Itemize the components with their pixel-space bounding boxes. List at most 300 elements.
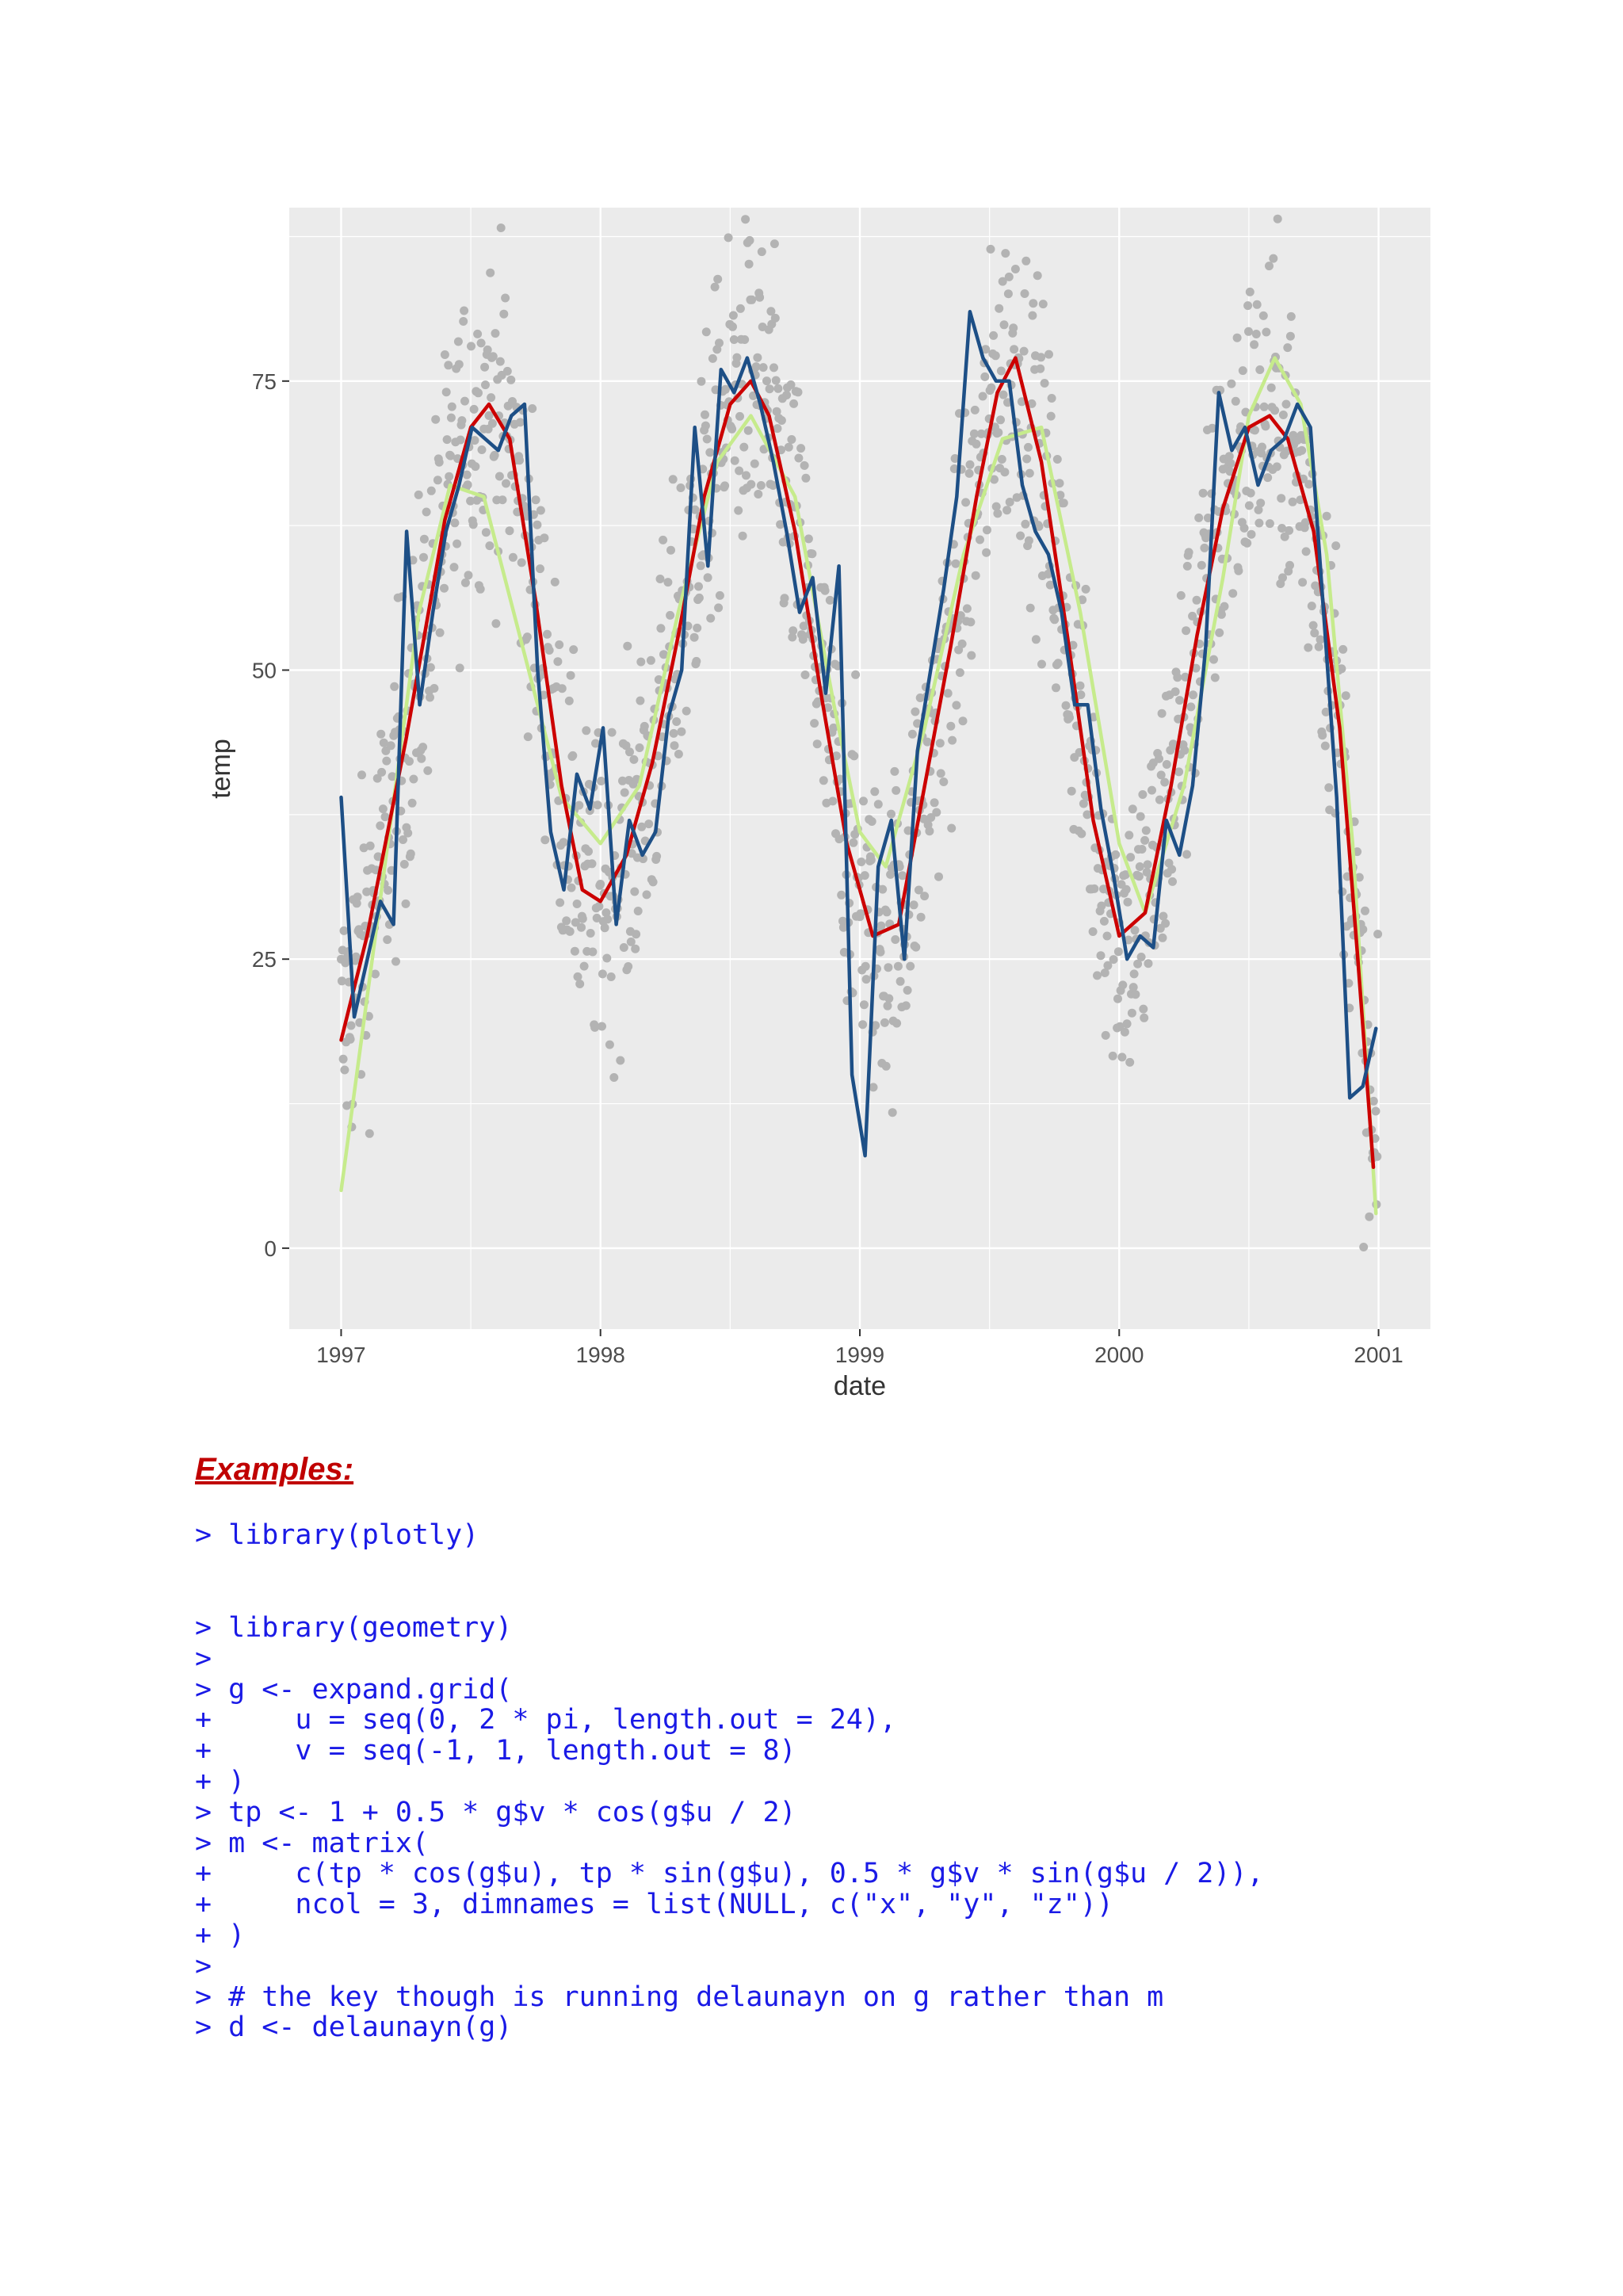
temperature-point xyxy=(1180,746,1189,755)
temperature-point xyxy=(1331,541,1340,550)
temperature-point xyxy=(690,633,699,642)
y-tick-label: 25 xyxy=(251,947,277,972)
temperature-point xyxy=(993,509,1002,518)
x-tick-label: 1999 xyxy=(834,1343,885,1367)
temperature-point xyxy=(747,480,755,489)
temperature-point xyxy=(946,722,955,731)
temperature-point xyxy=(579,915,587,923)
temperature-point xyxy=(936,739,945,747)
temperature-point xyxy=(1155,796,1164,804)
temperature-point xyxy=(705,448,714,457)
temperature-point xyxy=(1323,512,1331,521)
temperature-point xyxy=(884,1002,892,1010)
temperature-point xyxy=(485,541,494,550)
temperature-point xyxy=(414,491,423,499)
temperature-point xyxy=(884,963,892,972)
temperature-point xyxy=(559,838,568,846)
temperature-point xyxy=(471,462,479,471)
temperature-point xyxy=(677,728,685,736)
temperature-point xyxy=(1111,850,1120,859)
temperature-point xyxy=(1048,394,1056,403)
temperature-point xyxy=(1285,526,1293,535)
temperature-point xyxy=(659,536,667,544)
temperature-point xyxy=(799,635,808,644)
temperature-point xyxy=(739,532,747,541)
temperature-point xyxy=(1167,865,1176,873)
temperature-point xyxy=(980,372,989,381)
temperature-point xyxy=(1233,334,1242,342)
temperature-point xyxy=(409,775,418,784)
temperature-point xyxy=(1243,301,1252,310)
temperature-point xyxy=(859,797,868,805)
temperature-point xyxy=(731,457,739,465)
temperature-point xyxy=(431,415,440,424)
temperature-point xyxy=(753,353,762,362)
temperature-point xyxy=(1324,783,1333,792)
temperature-point xyxy=(1001,249,1010,258)
temperature-point xyxy=(1144,860,1152,869)
temperature-point xyxy=(353,892,362,901)
temperature-point xyxy=(762,376,771,385)
temperature-point xyxy=(573,900,582,908)
temperature-point xyxy=(1037,353,1045,361)
temperature-point xyxy=(1163,760,1171,769)
temperature-point xyxy=(640,722,649,731)
temperature-point xyxy=(910,900,918,909)
temperature-point xyxy=(1255,365,1264,374)
temperature-point xyxy=(1199,489,1208,498)
temperature-point xyxy=(1267,384,1276,392)
temperature-point xyxy=(603,915,612,923)
temperature-point xyxy=(1056,479,1064,487)
temperature-point xyxy=(384,886,392,895)
temperature-point xyxy=(382,757,391,766)
temperature-point xyxy=(594,800,602,809)
temperature-point xyxy=(716,591,724,600)
temperature-point xyxy=(876,922,885,930)
temperature-point xyxy=(436,628,445,637)
temperature-point xyxy=(598,1022,606,1031)
temperature-point xyxy=(740,335,749,344)
temperature-point xyxy=(1089,927,1098,936)
temperature-point xyxy=(773,384,782,393)
temperature-point xyxy=(443,435,452,444)
temperature-point xyxy=(1282,400,1291,409)
temperature-point xyxy=(754,490,762,499)
temperature-point xyxy=(801,474,810,483)
temperature-point xyxy=(1140,836,1149,845)
temperature-point xyxy=(1028,311,1037,320)
temperature-point xyxy=(1215,628,1224,637)
temperature-point xyxy=(782,391,791,399)
temperature-point xyxy=(634,907,643,915)
temperature-point xyxy=(387,741,395,750)
temperature-point xyxy=(445,472,453,481)
temperature-point xyxy=(567,671,575,680)
temperature-point xyxy=(704,573,712,582)
temperature-point xyxy=(739,443,748,452)
temperature-point xyxy=(1209,655,1218,664)
temperature-point xyxy=(489,352,498,361)
temperature-point xyxy=(862,975,871,984)
temperature-point xyxy=(1077,830,1086,839)
temperature-point xyxy=(597,777,605,785)
temperature-point xyxy=(1269,254,1277,263)
temperature-point xyxy=(966,617,975,626)
temperature-point xyxy=(1138,790,1147,799)
temperature-point xyxy=(509,553,517,562)
temperature-point xyxy=(1258,443,1266,452)
temperature-point xyxy=(444,361,453,369)
temperature-point xyxy=(1125,831,1133,839)
temperature-point xyxy=(944,689,953,697)
temperature-point xyxy=(608,728,617,737)
temperature-point xyxy=(1321,742,1330,751)
temperature-point xyxy=(643,890,651,899)
temperature-point xyxy=(506,526,514,535)
temperature-point xyxy=(1062,701,1071,710)
temperature-point xyxy=(629,755,638,764)
temperature-point xyxy=(713,275,722,284)
temperature-point xyxy=(880,1018,889,1027)
temperature-point xyxy=(647,656,655,665)
temperature-point xyxy=(868,817,876,826)
temperature-point xyxy=(747,296,756,304)
temperature-point xyxy=(352,953,361,961)
temperature-point xyxy=(426,663,435,672)
x-axis-label: date xyxy=(833,1371,887,1401)
temperature-point xyxy=(1093,971,1102,980)
temperature-point xyxy=(1009,323,1018,332)
temperature-point xyxy=(1342,691,1350,700)
temperature-point xyxy=(1060,499,1068,507)
temperature-point xyxy=(1100,917,1109,926)
temperature-time-series-plot xyxy=(182,190,1450,1419)
temperature-point xyxy=(750,460,759,468)
temperature-point xyxy=(605,1041,614,1049)
temperature-point xyxy=(1234,567,1243,575)
temperature-point xyxy=(435,458,444,467)
temperature-point xyxy=(819,776,828,785)
temperature-point xyxy=(1016,532,1025,541)
temperature-point xyxy=(997,367,1006,376)
temperature-point xyxy=(1274,215,1282,223)
temperature-point xyxy=(906,962,915,971)
temperature-point xyxy=(515,456,524,464)
temperature-point xyxy=(1011,265,1020,273)
temperature-point xyxy=(677,483,685,492)
temperature-point xyxy=(461,579,470,587)
temperature-point xyxy=(403,829,412,838)
temperature-point xyxy=(1022,455,1031,464)
x-axis-ticks xyxy=(316,1329,1403,1367)
temperature-point xyxy=(777,416,786,425)
temperature-point xyxy=(746,236,754,245)
temperature-point xyxy=(669,475,678,483)
temperature-point xyxy=(1010,345,1018,353)
temperature-point xyxy=(536,564,544,573)
temperature-point xyxy=(426,693,434,702)
temperature-point xyxy=(887,810,896,819)
temperature-point xyxy=(1135,872,1144,881)
temperature-point xyxy=(1161,919,1170,928)
temperature-point xyxy=(1039,300,1048,308)
temperature-point xyxy=(1244,327,1253,336)
temperature-point xyxy=(695,594,704,602)
temperature-point xyxy=(1103,932,1112,941)
temperature-point xyxy=(697,377,706,386)
temperature-point xyxy=(1128,804,1137,813)
temperature-point xyxy=(1090,884,1098,893)
temperature-point xyxy=(1054,659,1063,667)
temperature-point xyxy=(1155,755,1163,763)
temperature-point xyxy=(987,384,995,392)
temperature-point xyxy=(456,663,464,672)
temperature-point xyxy=(724,233,733,242)
temperature-point xyxy=(656,624,665,632)
temperature-point xyxy=(1044,350,1053,359)
temperature-point xyxy=(998,455,1006,464)
temperature-point xyxy=(1041,379,1049,388)
temperature-point xyxy=(357,770,366,779)
temperature-point xyxy=(892,1019,901,1028)
temperature-point xyxy=(674,750,683,758)
temperature-point xyxy=(714,603,723,612)
temperature-point xyxy=(1025,469,1034,478)
temperature-point xyxy=(1020,347,1029,356)
temperature-point xyxy=(1032,635,1041,644)
temperature-point xyxy=(594,902,603,911)
temperature-point xyxy=(1128,1009,1136,1018)
temperature-point xyxy=(794,454,803,463)
temperature-point xyxy=(1263,473,1272,482)
temperature-point xyxy=(478,445,487,454)
temperature-point xyxy=(405,757,414,766)
temperature-point xyxy=(989,331,998,340)
temperature-point xyxy=(1372,1107,1381,1116)
temperature-point xyxy=(473,330,482,338)
temperature-point xyxy=(996,415,1005,424)
temperature-point xyxy=(632,930,640,938)
temperature-point xyxy=(346,1035,355,1044)
temperature-point xyxy=(540,835,549,844)
temperature-point xyxy=(616,1056,624,1065)
temperature-point xyxy=(888,1108,897,1117)
temperature-point xyxy=(808,549,816,558)
temperature-point xyxy=(729,311,738,320)
temperature-point xyxy=(711,283,720,292)
temperature-point xyxy=(1006,498,1014,506)
temperature-point xyxy=(976,536,984,544)
temperature-point xyxy=(902,1001,911,1010)
temperature-point xyxy=(347,1022,356,1030)
temperature-point xyxy=(965,469,974,478)
temperature-point xyxy=(715,338,724,347)
temperature-point xyxy=(455,360,464,369)
temperature-point xyxy=(555,640,563,649)
temperature-point xyxy=(566,927,575,936)
temperature-point xyxy=(1302,547,1311,556)
temperature-point xyxy=(706,614,715,623)
temperature-point xyxy=(670,741,679,750)
temperature-point xyxy=(734,506,743,515)
temperature-point xyxy=(787,435,796,444)
temperature-point xyxy=(682,707,691,716)
x-tick-label: 1998 xyxy=(575,1343,625,1367)
temperature-point xyxy=(1220,602,1229,611)
temperature-point xyxy=(1102,1031,1110,1040)
temperature-point xyxy=(624,962,632,971)
temperature-point xyxy=(636,697,644,705)
temperature-point xyxy=(480,363,489,372)
temperature-point xyxy=(1138,845,1147,854)
temperature-point xyxy=(408,799,417,808)
temperature-point xyxy=(694,583,703,591)
temperature-point xyxy=(379,804,388,813)
temperature-point xyxy=(703,435,712,444)
temperature-point xyxy=(766,384,774,393)
temperature-point xyxy=(874,800,883,808)
temperature-point xyxy=(810,719,819,728)
temperature-point xyxy=(861,962,870,971)
temperature-point xyxy=(1097,951,1106,960)
temperature-point xyxy=(1304,644,1312,652)
code-block-geometry: > library(geometry) > > g <- expand.grid( + u = seq(0, 2 * pi, length.out = 24), + v = seq(-1, 1, length.out = 8) + ) > tp <- 1 + 0.5 * g$v * cos(g$u / 2) > m <- matrix( + c(tp * cos(g$u), tp * sin(g$u), 0.5 * g$v * sin(g$u / 2)), + ncol = 3, dimnames = list(NULL, c("x", "y", "z")) + ) > > # the key though is running delaunayn on g rather than m > d <- delaunayn(g) xyxy=(195,1612,1264,2044)
temperature-point xyxy=(506,376,515,384)
temperature-point xyxy=(1125,1058,1134,1067)
temperature-point xyxy=(448,403,456,411)
temperature-point xyxy=(911,708,919,716)
temperature-point xyxy=(1082,585,1090,594)
temperature-point xyxy=(1243,539,1251,548)
temperature-point xyxy=(601,923,609,932)
temperature-point xyxy=(937,769,945,777)
temperature-point xyxy=(532,495,540,504)
temperature-point xyxy=(1160,778,1169,787)
temperature-point xyxy=(656,575,665,583)
temperature-point xyxy=(826,596,834,605)
temperature-point xyxy=(952,701,960,709)
temperature-point xyxy=(1117,1052,1126,1061)
temperature-point xyxy=(602,954,611,963)
temperature-point xyxy=(869,1083,878,1091)
temperature-point xyxy=(1173,673,1182,682)
temperature-point xyxy=(545,646,554,655)
temperature-point xyxy=(562,916,571,925)
temperature-point xyxy=(377,768,386,777)
temperature-point xyxy=(470,405,479,414)
temperature-point xyxy=(1365,1213,1373,1221)
temperature-point xyxy=(948,736,957,745)
temperature-point xyxy=(464,480,472,489)
temperature-point xyxy=(491,451,499,460)
temperature-point xyxy=(402,900,411,908)
temperature-point xyxy=(400,860,409,869)
temperature-point xyxy=(959,716,968,725)
temperature-point xyxy=(963,604,972,613)
temperature-point xyxy=(469,520,478,529)
temperature-point xyxy=(630,888,639,896)
temperature-point xyxy=(771,314,780,323)
temperature-point xyxy=(894,962,903,971)
temperature-point xyxy=(1131,990,1140,999)
temperature-point xyxy=(540,533,548,542)
temperature-point xyxy=(636,743,644,752)
temperature-point xyxy=(450,563,459,571)
x-tick-label: 1997 xyxy=(316,1343,366,1367)
temperature-point xyxy=(1338,645,1347,654)
temperature-point xyxy=(1065,713,1074,722)
temperature-point xyxy=(1194,514,1203,522)
temperature-point xyxy=(433,476,442,484)
temperature-point xyxy=(908,730,917,739)
temperature-point xyxy=(720,481,729,490)
temperature-point xyxy=(947,824,956,833)
temperature-point xyxy=(882,1062,891,1071)
x-tick-label: 2000 xyxy=(1094,1343,1144,1367)
temperature-point xyxy=(1247,489,1255,498)
temperature-point xyxy=(625,747,634,756)
temperature-point xyxy=(623,642,632,651)
y-axis-ticks xyxy=(252,369,289,1261)
temperature-point xyxy=(498,495,507,504)
temperature-point xyxy=(1142,826,1151,835)
temperature-point xyxy=(476,585,485,594)
temperature-point xyxy=(757,481,766,490)
temperature-point xyxy=(736,304,745,313)
temperature-point xyxy=(789,399,798,408)
temperature-point xyxy=(441,350,449,359)
temperature-point xyxy=(481,380,490,389)
temperature-point xyxy=(422,508,431,517)
temperature-point xyxy=(850,751,858,760)
temperature-point xyxy=(1240,524,1249,533)
temperature-point xyxy=(849,839,857,847)
temperature-point xyxy=(1174,767,1183,776)
temperature-point xyxy=(1021,289,1029,298)
y-tick-label: 50 xyxy=(251,658,277,683)
temperature-point xyxy=(1136,862,1144,871)
temperature-point xyxy=(503,367,512,376)
temperature-point xyxy=(1121,1028,1129,1037)
temperature-point xyxy=(1246,288,1254,296)
temperature-point xyxy=(870,787,879,796)
temperature-point xyxy=(858,1020,867,1029)
examples-heading: Examples: xyxy=(195,1452,354,1487)
temperature-point xyxy=(1025,537,1033,545)
temperature-point xyxy=(1315,643,1323,651)
temperature-point xyxy=(459,317,468,326)
temperature-point xyxy=(1037,660,1046,669)
temperature-point xyxy=(759,363,768,372)
temperature-point xyxy=(1047,412,1056,421)
temperature-point xyxy=(1262,328,1270,337)
temperature-point xyxy=(340,926,349,935)
temperature-point xyxy=(800,461,809,470)
temperature-point xyxy=(727,425,736,434)
temperature-point xyxy=(474,388,483,397)
y-tick-label: 0 xyxy=(264,1236,277,1261)
temperature-point xyxy=(596,880,605,888)
temperature-point xyxy=(952,560,960,568)
temperature-point xyxy=(1186,702,1195,711)
temperature-point xyxy=(501,294,510,303)
temperature-point xyxy=(890,767,899,776)
temperature-point xyxy=(543,630,552,639)
temperature-point xyxy=(1252,330,1261,338)
temperature-point xyxy=(580,962,589,971)
temperature-point xyxy=(1250,340,1258,349)
